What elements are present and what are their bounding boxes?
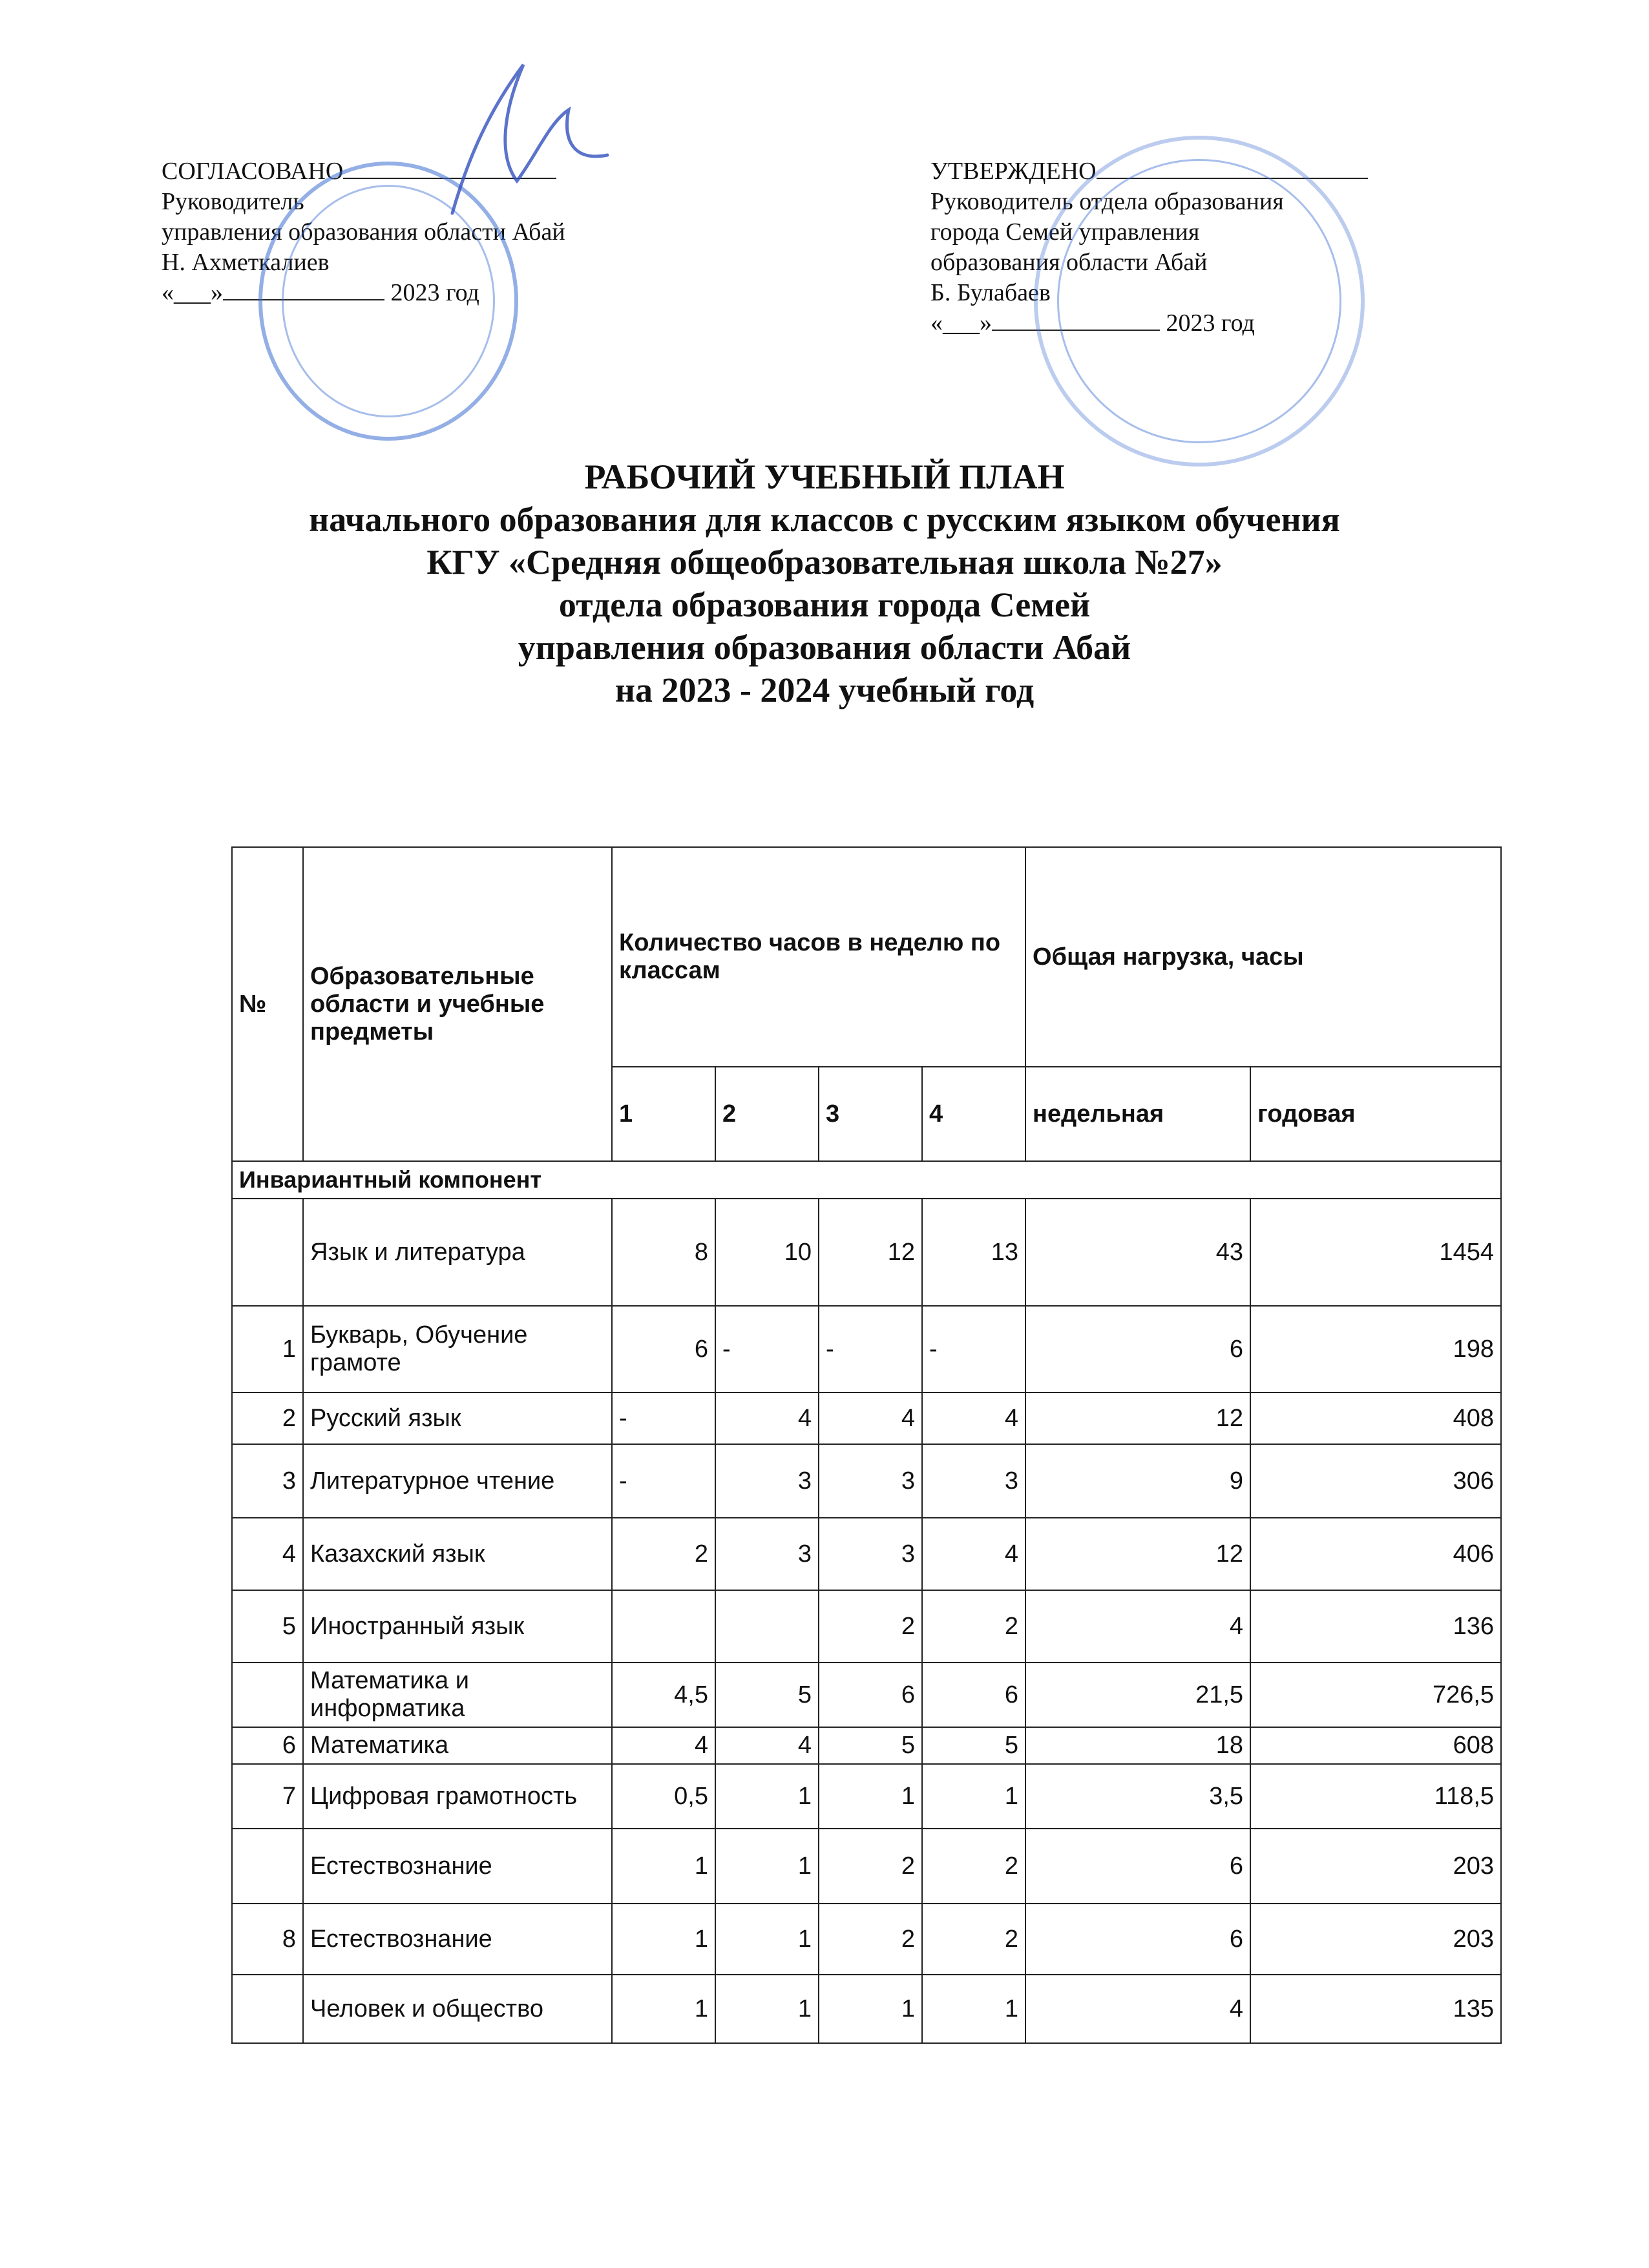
row-yearly: 198: [1250, 1306, 1501, 1392]
row-weekly: 12: [1025, 1392, 1250, 1444]
row-yearly: 608: [1250, 1727, 1501, 1764]
row-class-3: 5: [819, 1727, 922, 1764]
row-class-2: 3: [715, 1444, 819, 1518]
row-class-1: 1: [612, 1829, 715, 1904]
row-yearly: 136: [1250, 1590, 1501, 1663]
table-row: [232, 1518, 1501, 1590]
row-class-3: 1: [819, 1764, 922, 1829]
row-class-4: 5: [922, 1727, 1025, 1764]
row-class-2: 3: [715, 1518, 819, 1590]
row-num: [232, 1829, 303, 1904]
row-class-1: [612, 1590, 715, 1663]
section-label: Инвариантный компонент: [232, 1161, 1501, 1199]
row-num: 8: [232, 1904, 303, 1975]
row-class-3: 3: [819, 1518, 922, 1590]
header-class-3: 3: [819, 1067, 922, 1161]
row-weekly: 9: [1025, 1444, 1250, 1518]
row-class-2: 1: [715, 1829, 819, 1904]
row-class-2: [715, 1590, 819, 1663]
row-num: 3: [232, 1444, 303, 1518]
row-class-3: 2: [819, 1829, 922, 1904]
row-weekly: 6: [1025, 1829, 1250, 1904]
row-subject: Естествознание: [303, 1829, 612, 1904]
row-num: [232, 1975, 303, 2043]
title-line-1: РАБОЧИЙ УЧЕБНЫЙ ПЛАН: [584, 457, 1065, 496]
header-class-1: 1: [612, 1067, 715, 1161]
row-num: [232, 1199, 303, 1306]
row-num: 5: [232, 1590, 303, 1663]
row-weekly: 4: [1025, 1590, 1250, 1663]
row-class-4: 1: [922, 1975, 1025, 2043]
row-class-4: 2: [922, 1904, 1025, 1975]
row-class-3: 6: [819, 1663, 922, 1727]
row-subject: Математика: [303, 1727, 612, 1764]
approval-name-right: Б. Булабаев: [930, 279, 1051, 306]
header-hours-per-week: Количество часов в неделю по классам: [612, 847, 1025, 1067]
row-subject: Естествознание: [303, 1904, 612, 1975]
row-class-3: -: [819, 1306, 922, 1392]
row-subject: Язык и литература: [303, 1199, 612, 1306]
row-class-3: 4: [819, 1392, 922, 1444]
row-class-3: 1: [819, 1975, 922, 2043]
header-class-2: 2: [715, 1067, 819, 1161]
header-num: №: [232, 847, 303, 1161]
table-row: [232, 1444, 1501, 1518]
row-weekly: 6: [1025, 1306, 1250, 1392]
row-class-2: 1: [715, 1975, 819, 2043]
row-class-3: 3: [819, 1444, 922, 1518]
approval-label-right: УТВЕРЖДЕНО: [930, 158, 1097, 185]
row-yearly: 203: [1250, 1904, 1501, 1975]
row-weekly: 18: [1025, 1727, 1250, 1764]
row-num: 6: [232, 1727, 303, 1764]
table-row: [232, 1590, 1501, 1663]
curriculum-table: [231, 846, 1502, 2044]
row-class-4: 2: [922, 1829, 1025, 1904]
header-total-load: Общая нагрузка, часы: [1025, 847, 1501, 1067]
row-class-4: 6: [922, 1663, 1025, 1727]
header-class-4: 4: [922, 1067, 1025, 1161]
approval-label-left: СОГЛАСОВАНО: [162, 158, 344, 185]
row-subject: Казахский язык: [303, 1518, 612, 1590]
row-class-1: 4: [612, 1727, 715, 1764]
row-class-4: -: [922, 1306, 1025, 1392]
row-yearly: 306: [1250, 1444, 1501, 1518]
title-line-6: на 2023 - 2024 учебный год: [614, 671, 1035, 709]
row-num: 2: [232, 1392, 303, 1444]
row-class-1: 8: [612, 1199, 715, 1306]
row-weekly: 12: [1025, 1518, 1250, 1590]
header-subjects: Образовательные области и учебные предметы: [303, 847, 612, 1161]
approval-role-right-1: Руководитель отдела образования: [930, 188, 1284, 215]
row-subject: Человек и общество: [303, 1975, 612, 2043]
row-weekly: 21,5: [1025, 1663, 1250, 1727]
row-class-2: 1: [715, 1904, 819, 1975]
row-class-2: 5: [715, 1663, 819, 1727]
row-class-2: 1: [715, 1764, 819, 1829]
document-title: [194, 456, 1455, 711]
row-num: 1: [232, 1306, 303, 1392]
row-weekly: 43: [1025, 1199, 1250, 1306]
title-line-2: начального образования для классов с русским языком обучения: [309, 500, 1340, 539]
row-yearly: 406: [1250, 1518, 1501, 1590]
row-yearly: 726,5: [1250, 1663, 1501, 1727]
row-class-2: -: [715, 1306, 819, 1392]
official-seal-right-icon: [1034, 136, 1365, 467]
row-num: [232, 1663, 303, 1727]
row-yearly: 203: [1250, 1829, 1501, 1904]
approval-date-prefix-left: «___»: [162, 279, 223, 306]
title-line-5: управления образования области Абай: [518, 628, 1131, 667]
approval-organization-left: управления образования области Абай: [162, 218, 565, 246]
row-weekly: 6: [1025, 1904, 1250, 1975]
approval-role-right-2: города Семей управления: [930, 218, 1200, 246]
row-class-1: 1: [612, 1904, 715, 1975]
row-subject: Букварь, Обучение грамоте: [303, 1306, 612, 1392]
row-yearly: 408: [1250, 1392, 1501, 1444]
approval-date-prefix-right: «___»: [930, 310, 992, 337]
header-weekly: недельная: [1025, 1067, 1250, 1161]
row-class-1: 4,5: [612, 1663, 715, 1727]
row-class-4: 13: [922, 1199, 1025, 1306]
row-class-4: 4: [922, 1392, 1025, 1444]
row-subject: Математика и информатика: [303, 1663, 612, 1727]
row-class-3: 2: [819, 1590, 922, 1663]
approval-name-left: Н. Ахметкалиев: [162, 249, 330, 276]
table-header-row-1: [232, 847, 1501, 1067]
table-row: [232, 1727, 1501, 1764]
row-yearly: 1454: [1250, 1199, 1501, 1306]
row-class-1: 6: [612, 1306, 715, 1392]
table-row: [232, 1904, 1501, 1975]
table-row: [232, 1975, 1501, 2043]
row-class-3: 12: [819, 1199, 922, 1306]
row-class-4: 3: [922, 1444, 1025, 1518]
row-num: 7: [232, 1764, 303, 1829]
title-line-4: отдела образования города Семей: [558, 585, 1091, 624]
row-subject: Русский язык: [303, 1392, 612, 1444]
row-class-3: 2: [819, 1904, 922, 1975]
handwritten-signature-icon: [426, 52, 620, 226]
table-row: [232, 1306, 1501, 1392]
table-row: [232, 1764, 1501, 1829]
row-weekly: 4: [1025, 1975, 1250, 2043]
row-subject: Литературное чтение: [303, 1444, 612, 1518]
row-subject: Иностранный язык: [303, 1590, 612, 1663]
header-yearly: годовая: [1250, 1067, 1501, 1161]
row-class-1: 1: [612, 1975, 715, 2043]
title-line-3: КГУ «Средняя общеобразовательная школа №27»: [426, 543, 1223, 582]
approval-role-right-3: образования области Абай: [930, 249, 1208, 276]
section-row: [232, 1161, 1501, 1199]
approval-date-suffix-left: 2023 год: [390, 279, 479, 306]
row-class-2: 4: [715, 1727, 819, 1764]
row-class-4: 4: [922, 1518, 1025, 1590]
row-class-1: -: [612, 1392, 715, 1444]
row-class-2: 10: [715, 1199, 819, 1306]
row-class-1: 0,5: [612, 1764, 715, 1829]
row-subject: Цифровая грамотность: [303, 1764, 612, 1829]
table-row: [232, 1392, 1501, 1444]
row-num: 4: [232, 1518, 303, 1590]
row-yearly: 135: [1250, 1975, 1501, 2043]
approval-role-left: Руководитель: [162, 188, 304, 215]
table-row: [232, 1199, 1501, 1306]
row-class-1: 2: [612, 1518, 715, 1590]
table-row: [232, 1663, 1501, 1727]
table-row: [232, 1829, 1501, 1904]
row-class-4: 1: [922, 1764, 1025, 1829]
row-class-4: 2: [922, 1590, 1025, 1663]
row-yearly: 118,5: [1250, 1764, 1501, 1829]
row-weekly: 3,5: [1025, 1764, 1250, 1829]
row-class-2: 4: [715, 1392, 819, 1444]
row-class-1: -: [612, 1444, 715, 1518]
approval-date-suffix-right: 2023 год: [1166, 310, 1255, 337]
